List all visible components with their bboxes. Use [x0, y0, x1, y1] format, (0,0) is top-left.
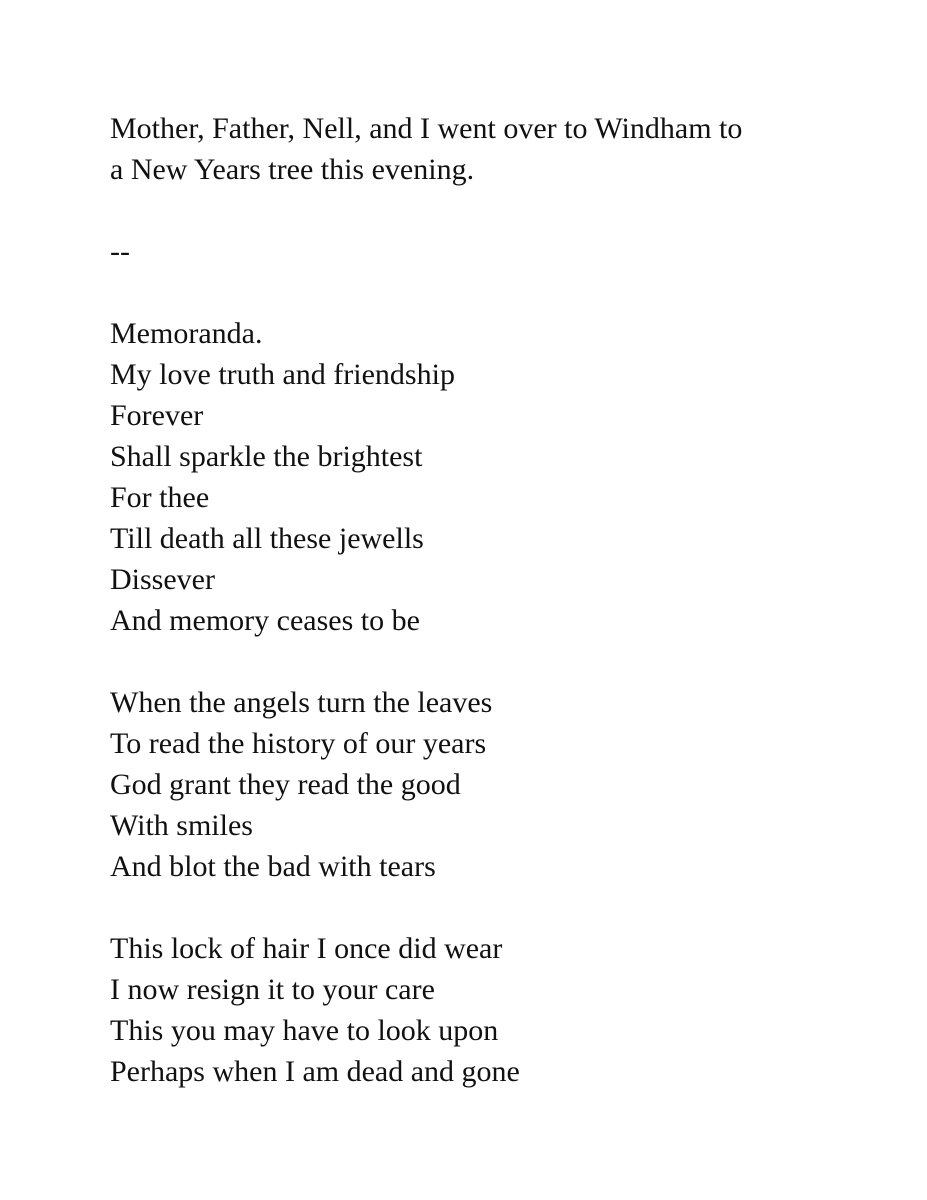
blank-line	[110, 272, 890, 313]
verse-line: This lock of hair I once did wear	[110, 932, 503, 965]
verse-line: This you may have to look upon	[110, 1014, 499, 1047]
verse-line: I now resign it to your care	[110, 973, 435, 1006]
verse-line: Perhaps when I am dead and gone	[110, 1055, 520, 1088]
blank-line	[110, 190, 890, 231]
transcription-page	[110, 108, 890, 1092]
memoranda-heading: Memoranda.	[110, 317, 263, 350]
verse-line: Shall sparkle the brightest	[110, 440, 423, 473]
verse-line: Dissever	[110, 563, 215, 596]
verse-line: And blot the bad with tears	[110, 850, 436, 883]
verse-line: God grant they read the good	[110, 768, 461, 801]
verse-line: To read the history of our years	[110, 727, 487, 760]
verse-line: Till death all these jewells	[110, 522, 424, 555]
verse-line: Forever	[110, 399, 204, 432]
verse-line: When the angels turn the leaves	[110, 686, 493, 719]
entry-line: a New Years tree this evening.	[110, 153, 475, 186]
entry-line: Mother, Father, Nell, and I went over to Windham to	[110, 112, 743, 145]
verse-line: And memory ceases to be	[110, 604, 420, 637]
verse-line: My love truth and friendship	[110, 358, 455, 391]
blank-line	[110, 887, 890, 928]
verse-line: With smiles	[110, 809, 253, 842]
separator: --	[110, 235, 130, 268]
blank-line	[110, 641, 890, 682]
verse-line: For thee	[110, 481, 210, 514]
